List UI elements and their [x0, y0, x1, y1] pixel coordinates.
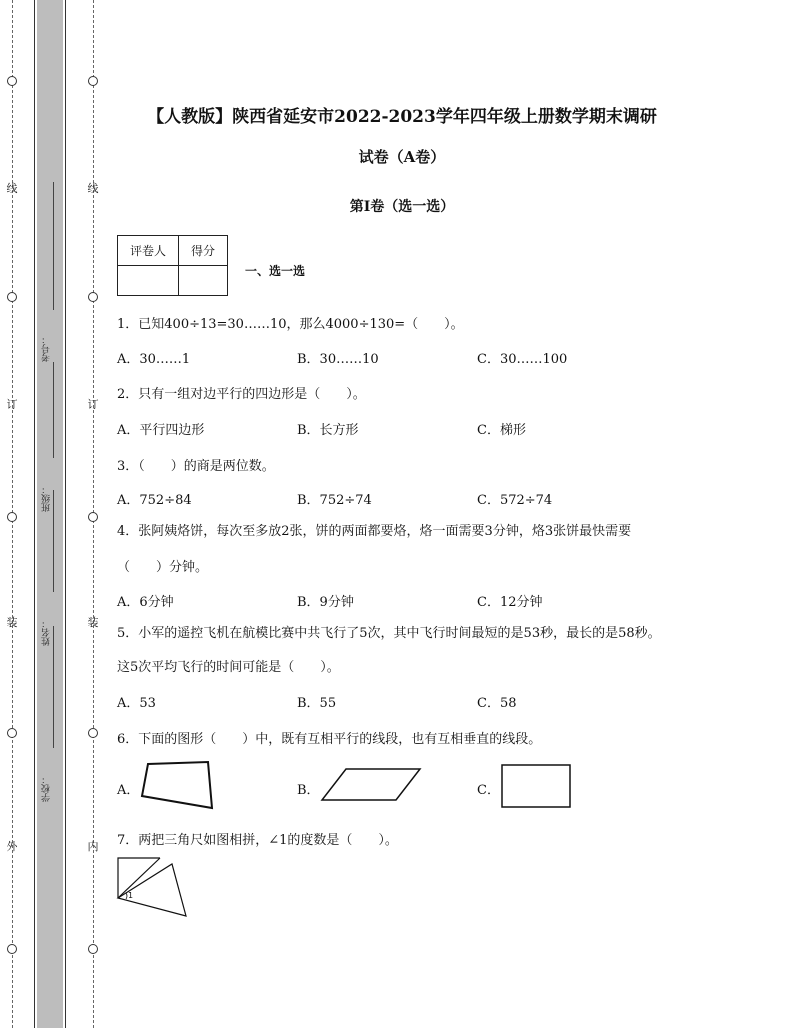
punch-hole-icon — [7, 292, 17, 302]
punch-hole-icon — [88, 292, 98, 302]
question-2-option-c[interactable]: C．梯形 — [477, 423, 526, 438]
section-title: 一、选一选 — [245, 264, 306, 278]
question-4-stem-line2: （ ）分钟。 — [117, 560, 209, 575]
rectangle-shape-c — [500, 763, 574, 809]
punch-hole-icon — [88, 944, 98, 954]
punch-hole-icon — [88, 728, 98, 738]
margin-char-ding-outer: 订 — [6, 398, 18, 411]
grader-cell[interactable] — [118, 266, 179, 296]
angle-1-label: 1 — [128, 891, 134, 900]
question-3-option-a[interactable]: A．752÷84 — [117, 493, 192, 508]
question-7-stem: 7．两把三角尺如图相拼，∠1的度数是（ ）。 — [117, 833, 398, 848]
punch-hole-icon — [7, 76, 17, 86]
score-table — [117, 235, 228, 296]
margin-char-zhuang-outer: 装 — [6, 616, 18, 629]
name-label: 姓名： — [42, 619, 52, 646]
question-1-option-a[interactable]: A．30……1 — [117, 352, 191, 367]
question-5-stem: 5．小军的遥控飞机在航模比赛中共飞行了5次，其中飞行时间最短的是53秒，最长的是58秒。 — [117, 626, 661, 641]
question-6-option-a[interactable]: A． — [117, 783, 140, 798]
question-1-option-c[interactable]: C．30……100 — [477, 352, 568, 367]
school-label: 学校： — [42, 775, 52, 802]
question-2-stem: 2．只有一组对边平行的四边形是（ ）。 — [117, 387, 366, 402]
exam-number-field[interactable] — [40, 312, 60, 442]
question-3-option-b[interactable]: B．752÷74 — [297, 493, 372, 508]
triangle-rulers-figure — [114, 852, 194, 922]
score-cell[interactable] — [179, 266, 228, 296]
margin-char-xian-inner: 线 — [87, 182, 99, 195]
question-3-stem: 3．（ ）的商是两位数。 — [117, 459, 275, 474]
name-field[interactable] — [40, 596, 60, 656]
volume-heading: 第I卷（选一选） — [349, 199, 455, 215]
punch-hole-icon — [88, 512, 98, 522]
question-1-stem: 1．已知400÷13=30……10，那么4000÷130=（ ）。 — [117, 317, 464, 332]
class-underline — [53, 362, 54, 458]
question-4-stem: 4．张阿姨烙饼，每次至多放2张，饼的两面都要烙，烙一面需要3分钟，烙3张饼最快需要 — [117, 524, 632, 539]
name-underline — [53, 490, 54, 592]
question-5-option-a[interactable]: A．53 — [117, 696, 156, 711]
score-header: 得分 — [179, 236, 228, 266]
grader-header: 评卷人 — [118, 236, 179, 266]
exam-number-underline — [53, 182, 54, 310]
question-3-option-c[interactable]: C．572÷74 — [477, 493, 553, 508]
school-field[interactable] — [40, 752, 60, 812]
class-label: 班级： — [42, 485, 52, 512]
question-2-option-b[interactable]: B．长方形 — [297, 423, 359, 438]
question-2-option-a[interactable]: A．平行四边形 — [117, 423, 205, 438]
question-6-stem: 6．下面的图形（ ）中，既有互相平行的线段，也有互相垂直的线段。 — [117, 732, 542, 747]
question-4-option-a[interactable]: A．6分钟 — [117, 595, 174, 610]
question-6-option-c[interactable]: C． — [477, 783, 500, 798]
question-4-option-c[interactable]: C．12分钟 — [477, 595, 543, 610]
quadrilateral-shape-a — [138, 760, 216, 810]
exam-title: 【人教版】陕西省延安市2022-2023学年四年级上册数学期末调研 — [147, 107, 657, 127]
punch-hole-icon — [7, 512, 17, 522]
parallelogram-shape-b — [318, 766, 424, 804]
punch-hole-icon — [88, 76, 98, 86]
exam-number-label: 考号： — [42, 335, 52, 362]
binding-margin-outer-line — [34, 0, 35, 1028]
margin-char-zhuang-inner: 装 — [87, 616, 99, 629]
question-5-option-c[interactable]: C．58 — [477, 696, 517, 711]
margin-char-ding-inner: 订 — [87, 398, 99, 411]
margin-char-nei: 内 — [87, 840, 99, 853]
question-1-option-b[interactable]: B．30……10 — [297, 352, 379, 367]
question-5-stem-line2: 这5次平均飞行的时间可能是（ ）。 — [117, 660, 340, 675]
question-5-option-b[interactable]: B．55 — [297, 696, 337, 711]
exam-title-line2: 试卷（A卷） — [358, 148, 446, 166]
question-6-option-b[interactable]: B． — [297, 783, 320, 798]
punch-hole-icon — [7, 728, 17, 738]
question-4-option-b[interactable]: B．9分钟 — [297, 595, 354, 610]
margin-char-xian-outer: 线 — [6, 182, 18, 195]
school-underline — [53, 626, 54, 748]
punch-hole-icon — [7, 944, 17, 954]
binding-margin-inner-line — [65, 0, 66, 1028]
class-field[interactable] — [40, 462, 60, 522]
margin-char-wai: 外 — [6, 840, 18, 853]
